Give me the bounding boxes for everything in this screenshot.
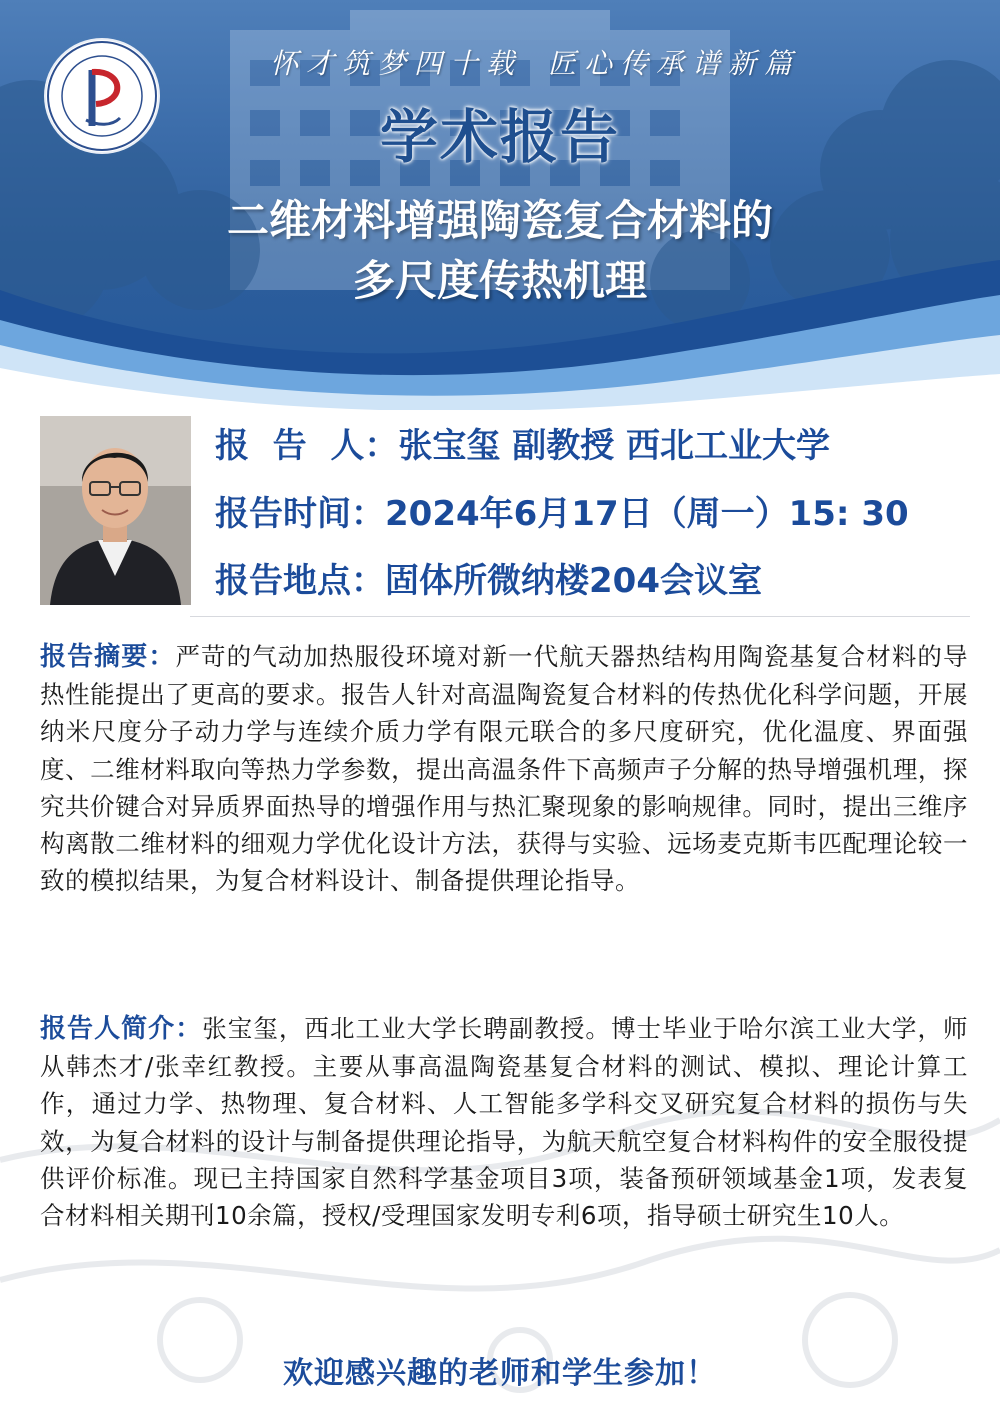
- place-label: 报告地点：: [215, 561, 385, 601]
- academic-report-heading: 学术报告: [379, 103, 620, 171]
- bio-text: 张宝玺，西北工业大学长聘副教授。博士毕业于哈尔滨工业大学，师从韩杰才/张幸红教授。主要从事高温陶瓷基复合材料的测试、模拟、理论计算工作，通过力学、热物理、复合材料、人工智能多学科交叉研究复合材料的损伤与失效，为复合材料的设计与制备提供理论指导，为航天航空复合材料构件的安全服役提供评价标准。现已主持国家自然科学基金项目3项，装备预研领域基金1项，发表复合材料相关期刊10余篇，授权/受理国家发明专利6项，指导硕士研究生10人。: [40, 1014, 968, 1231]
- header-banner: [0, 0, 1000, 410]
- reporter-row: [215, 418, 830, 464]
- slogan-right: 匠心传承谱新篇: [548, 47, 801, 80]
- bio-paragraph: [40, 1010, 968, 1234]
- speaker-photo: [40, 416, 191, 605]
- abstract-text: 严苛的气动加热服役环境对新一代航天器热结构用陶瓷基复合材料的导热性能提出了更高的要求。报告人针对高温陶瓷复合材料的传热优化科学问题，开展纳米尺度分子动力学与连续介质力学有限元联合的多尺度研究，优化温度、界面强度、二维材料取向等热力学参数，提出高温条件下高频声子分解的热导增强机理，探究共价键合对异质界面热导的增强作用与热汇聚现象的影响规律。同时，提出三维序构离散二维材料的细观力学优化设计方法，获得与实验、远场麦克斯韦匹配理论较一致的模拟结果，为复合材料设计、制备提供理论指导。: [40, 642, 968, 896]
- talk-title-line-2: 多尺度传热机理: [352, 256, 647, 305]
- time-label: 报告时间：: [215, 494, 385, 534]
- reporter-label: 报 告 人：: [215, 426, 399, 466]
- slogan-left: 怀才筑梦四十载: [270, 47, 523, 80]
- place-row: [215, 553, 762, 599]
- talk-title-line-1: 二维材料增强陶瓷复合材料的: [226, 196, 773, 245]
- time-row: [215, 486, 909, 532]
- reporter-value: 张宝玺 副教授 西北工业大学: [398, 426, 831, 466]
- section-divider: [190, 616, 970, 617]
- abstract-label: 报告摘要：: [40, 642, 176, 672]
- bio-label: 报告人简介：: [40, 1014, 203, 1044]
- place-value: 固体所微纳楼204会议室: [385, 561, 762, 601]
- time-value: 2024年6月17日（周一）15: 30: [385, 494, 909, 534]
- abstract-paragraph: [40, 638, 968, 899]
- welcome-message: 欢迎感兴趣的老师和学生参加！: [283, 1356, 717, 1391]
